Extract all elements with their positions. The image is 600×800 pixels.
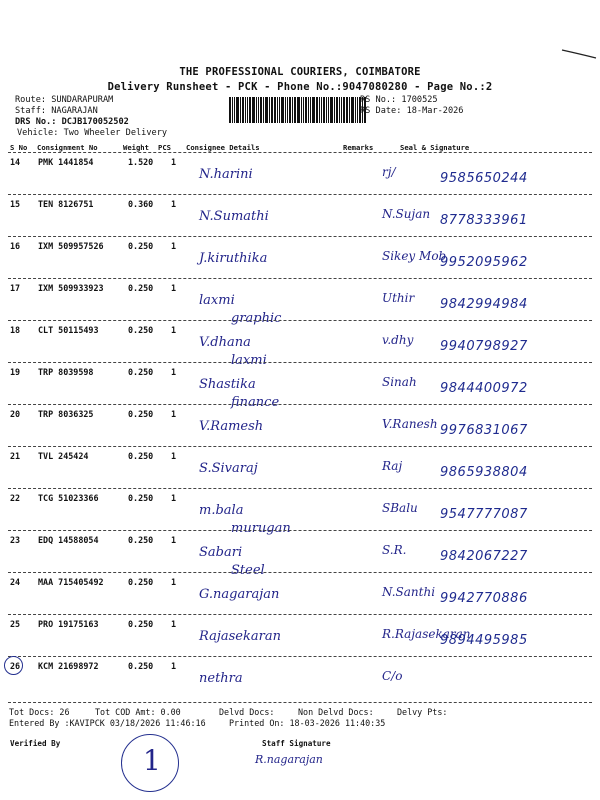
row-consignee-handwritten-line2: finance xyxy=(231,395,280,410)
row-divider xyxy=(8,488,592,489)
delivered-docs: Delvd Docs: xyxy=(219,707,275,717)
barcode-bar xyxy=(232,97,233,123)
barcode-bar xyxy=(346,97,348,123)
row-consignment-no: CLT 50115493 xyxy=(38,325,99,335)
total-docs: Tot Docs: 26 xyxy=(9,707,70,717)
row-weight: 0.250 xyxy=(128,409,154,419)
barcode-bar xyxy=(297,97,300,123)
col-pcs: PCS xyxy=(158,143,171,152)
barcode-bar xyxy=(301,97,302,123)
barcode-bar xyxy=(260,97,262,123)
row-sno: 15 xyxy=(10,199,21,209)
barcode-bar xyxy=(341,97,342,123)
row-phone-handwritten: 9842994984 xyxy=(440,297,528,312)
delivery-points: Delvy Pts: xyxy=(397,707,448,717)
barcode-bar xyxy=(316,97,318,123)
printed-on: Printed On: 18-03-2026 11:40:35 xyxy=(229,718,386,728)
staff-signature-label: Staff Signature xyxy=(262,739,331,748)
header-divider xyxy=(8,152,592,153)
row-weight: 0.250 xyxy=(128,661,154,671)
row-pcs: 1 xyxy=(171,283,177,293)
row-sno: 24 xyxy=(10,577,21,587)
barcode-bar xyxy=(351,97,354,123)
barcode-bar xyxy=(339,97,340,123)
col-sno: S No xyxy=(10,143,28,152)
row-consignee-handwritten: G.nagarajan xyxy=(199,587,280,602)
barcode-bar xyxy=(242,97,244,123)
row-consignment-no: TEN 8126751 xyxy=(38,199,94,209)
row-weight: 0.250 xyxy=(128,325,154,335)
barcode-bar xyxy=(294,97,296,123)
barcode-bar xyxy=(328,97,329,123)
verified-mark: 1 xyxy=(143,744,161,777)
barcode-bar xyxy=(274,97,276,123)
row-sno: 20 xyxy=(10,409,21,419)
barcode-bar xyxy=(229,97,231,123)
row-weight: 0.360 xyxy=(128,199,154,209)
row-signature: V.Ranesh xyxy=(382,417,438,431)
row-consignee-handwritten: m.bala xyxy=(199,503,244,518)
row-pcs: 1 xyxy=(171,577,177,587)
row-pcs: 1 xyxy=(171,241,177,251)
row-phone-handwritten: 9547777087 xyxy=(440,507,528,522)
barcode-bar xyxy=(319,97,320,123)
row-pcs: 1 xyxy=(171,157,177,167)
vehicle-label: Vehicle: Two Wheeler Delivery xyxy=(17,128,168,138)
row-divider xyxy=(8,236,592,237)
row-consignee-handwritten: N.Sumathi xyxy=(199,209,269,224)
row-divider xyxy=(8,278,592,279)
row-phone-handwritten: 9942770886 xyxy=(440,591,528,606)
row-consignment-no: KCM 21698972 xyxy=(38,661,99,671)
row-pcs: 1 xyxy=(171,661,177,671)
row-sno: 17 xyxy=(10,283,21,293)
row-weight: 0.250 xyxy=(128,451,154,461)
row-phone-handwritten: 9844400972 xyxy=(440,381,528,396)
row-weight: 0.250 xyxy=(128,493,154,503)
barcode-bar xyxy=(258,97,259,123)
col-weight: Weight xyxy=(123,143,149,152)
barcode-bar xyxy=(285,97,286,123)
barcode-bar xyxy=(326,97,327,123)
row-consignee-handwritten-line2: Steel xyxy=(231,563,265,578)
row-divider xyxy=(8,656,592,657)
col-consignment: Consignment No xyxy=(37,143,98,152)
barcode xyxy=(229,97,367,123)
row-pcs: 1 xyxy=(171,535,177,545)
row-consignment-no: TCG 51023366 xyxy=(38,493,99,503)
barcode-bar xyxy=(321,97,322,123)
row-divider xyxy=(8,530,592,531)
row-sno: 16 xyxy=(10,241,21,251)
row-consignment-no: TRP 8036325 xyxy=(38,409,94,419)
barcode-bar xyxy=(265,97,268,123)
staff-handwritten-signature: R.nagarajan xyxy=(255,753,323,766)
barcode-bar xyxy=(357,97,358,123)
barcode-bar xyxy=(247,97,248,123)
row-consignee-handwritten-line2: graphic xyxy=(231,311,282,326)
row-signature: v.dhy xyxy=(382,333,414,347)
row-circle-mark xyxy=(4,656,23,675)
barcode-bar xyxy=(256,97,257,123)
barcode-bar xyxy=(343,97,345,123)
row-weight: 0.250 xyxy=(128,535,154,545)
row-weight: 1.520 xyxy=(128,157,154,167)
row-phone-handwritten: 9952095962 xyxy=(440,255,528,270)
barcode-bar xyxy=(245,97,246,123)
non-delivered-docs: Non Delvd Docs: xyxy=(298,707,374,717)
barcode-bar xyxy=(349,97,350,123)
row-consignee-handwritten: S.Sivaraj xyxy=(199,461,258,476)
total-cod-amount: Tot COD Amt: 0.00 xyxy=(95,707,181,717)
row-divider xyxy=(8,404,592,405)
row-pcs: 1 xyxy=(171,325,177,335)
row-signature: SBalu xyxy=(382,501,418,515)
row-signature: N.Santhi xyxy=(382,585,436,599)
row-pcs: 1 xyxy=(171,619,177,629)
row-sno: 14 xyxy=(10,157,21,167)
row-consignment-no: IXM 509957526 xyxy=(38,241,104,251)
row-pcs: 1 xyxy=(171,367,177,377)
row-weight: 0.250 xyxy=(128,619,154,629)
barcode-bar xyxy=(269,97,270,123)
row-weight: 0.250 xyxy=(128,283,154,293)
barcode-bar xyxy=(287,97,288,123)
row-phone-handwritten: 9865938804 xyxy=(440,465,528,480)
document-subtitle: Delivery Runsheet - PCK - Phone No.:9047080280 - Page No.:2 xyxy=(107,81,493,93)
row-consignee-handwritten: N.harini xyxy=(199,167,253,182)
entered-by: Entered By :KAVIPCK 03/18/2026 11:46:16 xyxy=(9,718,206,728)
row-divider xyxy=(8,194,592,195)
barcode-bar xyxy=(279,97,280,123)
row-consignee-handwritten: Rajasekaran xyxy=(199,629,281,644)
row-consignee-handwritten: J.kiruthika xyxy=(199,251,268,266)
row-divider xyxy=(8,572,592,573)
barcode-bar xyxy=(249,97,251,123)
col-remarks: Remarks xyxy=(343,143,374,152)
footer-divider xyxy=(8,702,592,703)
row-consignment-no: EDQ 14588054 xyxy=(38,535,99,545)
row-phone-handwritten: 9894495985 xyxy=(440,633,528,648)
row-signature: Sikey Mob xyxy=(382,249,447,263)
row-consignee-handwritten: Sabari xyxy=(199,545,243,560)
row-divider xyxy=(8,446,592,447)
row-consignee-handwritten: V.dhana xyxy=(199,335,251,350)
row-consignment-no: TRP 8039598 xyxy=(38,367,94,377)
barcode-bar xyxy=(281,97,284,123)
row-weight: 0.250 xyxy=(128,367,154,377)
barcode-bar xyxy=(289,97,291,123)
row-pcs: 1 xyxy=(171,451,177,461)
row-divider xyxy=(8,320,592,321)
row-divider xyxy=(8,362,592,363)
col-consignee: Consignee Details xyxy=(186,143,260,152)
staff-label: Staff: NAGARAJAN xyxy=(15,106,98,116)
row-consignment-no: PMK 1441854 xyxy=(38,157,94,167)
row-signature: Raj xyxy=(382,459,403,473)
row-consignee-handwritten-line2: murugan xyxy=(231,521,291,536)
row-pcs: 1 xyxy=(171,199,177,209)
row-phone-handwritten: 9940798927 xyxy=(440,339,528,354)
row-sno: 18 xyxy=(10,325,21,335)
barcode-bar xyxy=(330,97,333,123)
row-phone-handwritten: 9585650244 xyxy=(440,171,528,186)
row-weight: 0.250 xyxy=(128,241,154,251)
verified-by-label: Verified By xyxy=(10,739,61,748)
row-sno: 19 xyxy=(10,367,21,377)
row-consignment-no: MAA 715405492 xyxy=(38,577,104,587)
row-sno: 23 xyxy=(10,535,21,545)
barcode-bar xyxy=(236,97,239,123)
barcode-bar xyxy=(292,97,293,123)
route-label: Route: SUNDARAPURAM xyxy=(15,95,114,105)
pen-mark xyxy=(560,44,600,62)
row-consignment-no: TVL 245424 xyxy=(38,451,89,461)
row-pcs: 1 xyxy=(171,493,177,503)
rs-date: RS Date: 18-Mar-2026 xyxy=(360,106,464,116)
document-title: THE PROFESSIONAL COURIERS, COIMBATORE xyxy=(179,66,421,78)
barcode-bar xyxy=(303,97,304,123)
row-phone-handwritten: 8778333961 xyxy=(440,213,528,228)
row-divider xyxy=(8,614,592,615)
rs-number: RS No.: 1700525 xyxy=(360,95,438,105)
row-sno: 25 xyxy=(10,619,21,629)
row-signature: C/o xyxy=(382,669,403,683)
barcode-bar xyxy=(271,97,273,123)
barcode-bar xyxy=(252,97,255,123)
row-phone-handwritten: 9976831067 xyxy=(440,423,528,438)
barcode-bar xyxy=(277,97,278,123)
barcode-bar xyxy=(355,97,356,123)
barcode-bar xyxy=(323,97,325,123)
row-signature: S.R. xyxy=(382,543,407,557)
row-phone-handwritten: 9842067227 xyxy=(440,549,528,564)
row-signature: N.Sujan xyxy=(382,207,431,221)
row-sno: 21 xyxy=(10,451,21,461)
row-signature: Uthir xyxy=(382,291,415,305)
row-signature: R.Rajasekaran xyxy=(382,627,471,641)
barcode-bar xyxy=(308,97,309,123)
row-weight: 0.250 xyxy=(128,577,154,587)
barcode-bar xyxy=(234,97,235,123)
barcode-bar xyxy=(263,97,264,123)
barcode-bar xyxy=(240,97,241,123)
row-signature: Sinah xyxy=(382,375,417,389)
barcode-bar xyxy=(334,97,335,123)
barcode-bar xyxy=(336,97,338,123)
row-consignment-no: IXM 509933923 xyxy=(38,283,104,293)
row-sno: 22 xyxy=(10,493,21,503)
drs-number: DRS No.: DCJB170052502 xyxy=(15,117,129,127)
row-consignee-handwritten: laxmi xyxy=(199,293,235,308)
barcode-bar xyxy=(312,97,315,123)
barcode-bar xyxy=(305,97,307,123)
barcode-bar xyxy=(310,97,311,123)
row-consignee-handwritten: nethra xyxy=(199,671,243,686)
row-consignment-no: PRO 19175163 xyxy=(38,619,99,629)
row-consignee-handwritten: V.Ramesh xyxy=(199,419,264,434)
row-consignee-handwritten-line2: laxmi xyxy=(231,353,267,368)
row-sno: 26 xyxy=(10,661,21,671)
row-signature: rj/ xyxy=(382,165,396,179)
row-pcs: 1 xyxy=(171,409,177,419)
col-seal-signature: Seal & Signature xyxy=(400,143,470,152)
row-consignee-handwritten: Shastika xyxy=(199,377,256,392)
